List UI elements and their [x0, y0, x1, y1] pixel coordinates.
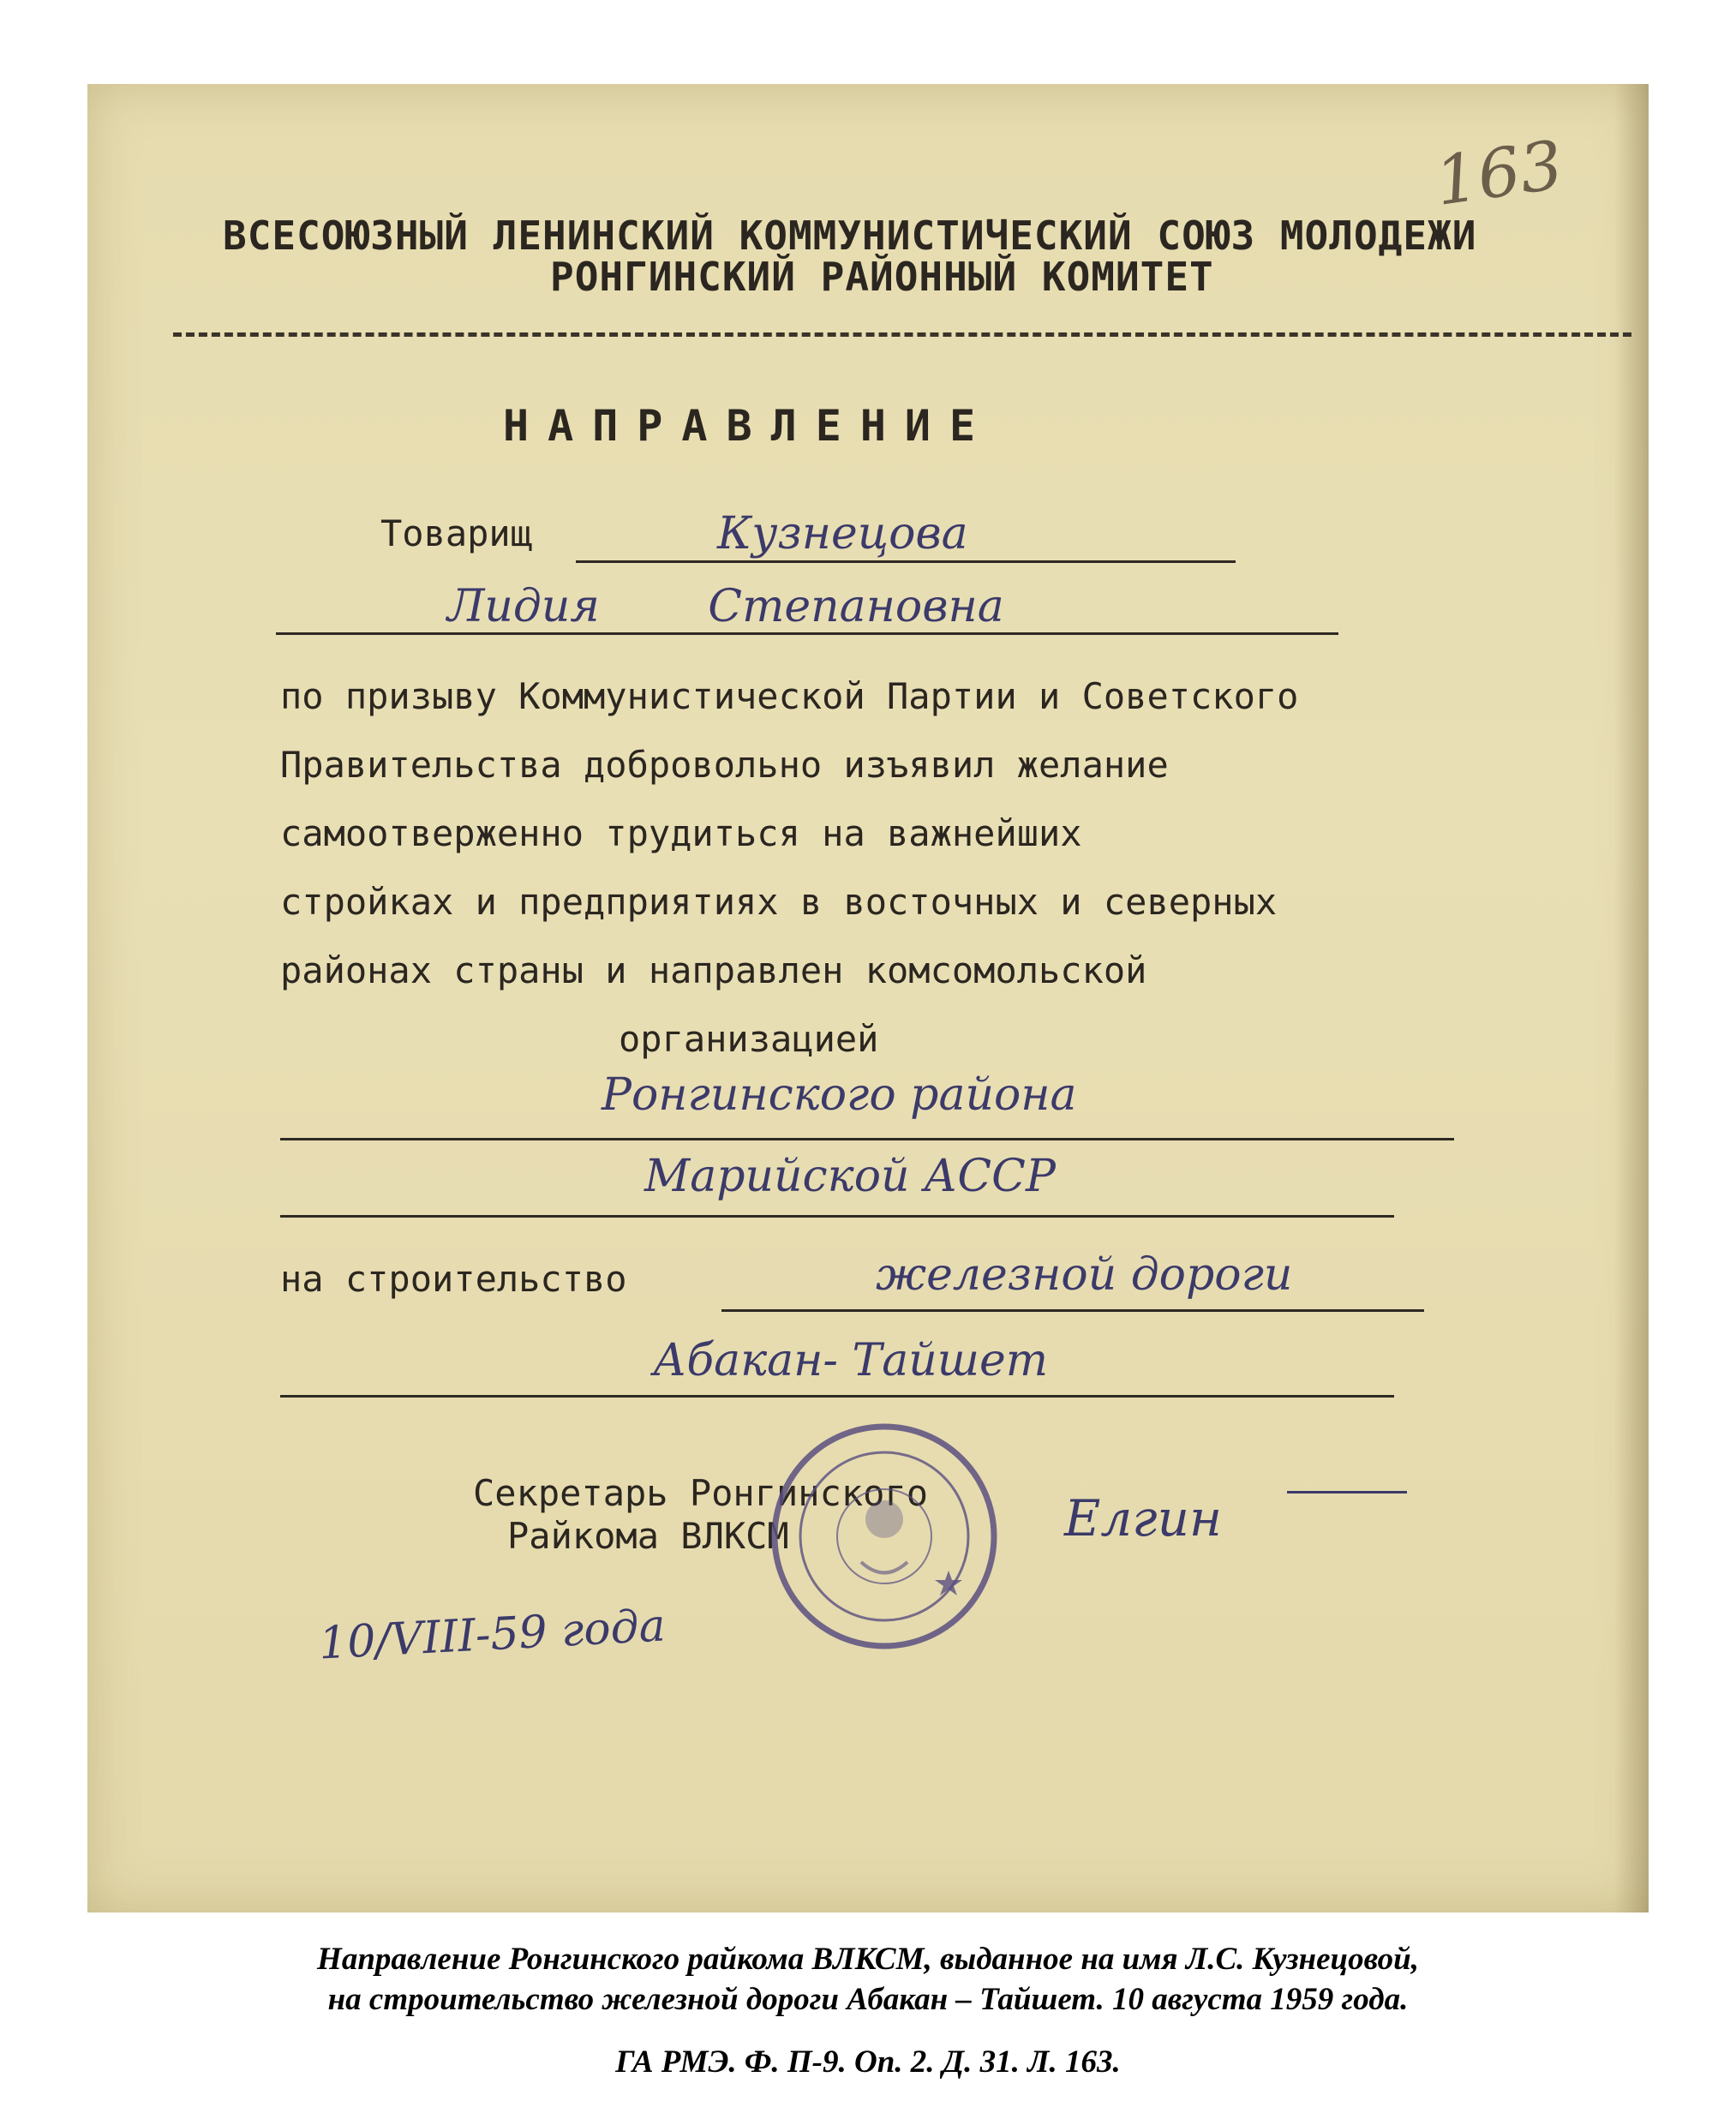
body-line-5: районах страны и направлен комсомольской — [280, 949, 1147, 991]
surname-handwritten: Кузнецова — [717, 508, 968, 560]
official-round-stamp — [769, 1421, 1000, 1652]
route-line — [280, 1395, 1394, 1398]
body-line-3: самоотверженно трудиться на важнейших — [280, 812, 1082, 854]
secretary-signature: Елгин — [1064, 1489, 1223, 1547]
document-title: НАПРАВЛЕНИЕ — [503, 401, 995, 451]
caption-source: ГА РМЭ. Ф. П-9. Оп. 2. Д. 31. Л. 163. — [615, 2044, 1121, 2080]
republic-handwritten: Марийской АССР — [644, 1151, 1056, 1202]
body-line-2: Правительства добровольно изъявил желание — [280, 744, 1169, 786]
document-scan — [87, 84, 1649, 1912]
district-line — [280, 1138, 1454, 1140]
caption-line-1: Направление Ронгинского райкома ВЛКСМ, выданное на имя Л.С. Кузнецовой, — [317, 1942, 1419, 1977]
republic-line — [280, 1215, 1394, 1218]
comrade-label: Товарищ — [380, 512, 533, 554]
name-line — [276, 632, 1338, 635]
construction-object-handwritten: железной дороги — [876, 1249, 1293, 1301]
signature-stroke — [1287, 1491, 1407, 1493]
name-handwritten: Лидия Степановна — [447, 581, 1004, 632]
body-line-6: организацией — [619, 1018, 879, 1060]
construction-line — [721, 1309, 1424, 1312]
header-organization: ВСЕСОЮЗНЫЙ ЛЕНИНСКИЙ КОММУНИСТИЧЕСКИЙ СОЮЗ МОЛОДЕЖИ — [223, 212, 1477, 259]
secretary-line-2: Райкома ВЛКСМ — [507, 1515, 789, 1557]
body-line-4: стройках и предприятиях в восточных и северных — [280, 881, 1278, 923]
surname-line — [576, 560, 1236, 563]
archive-page-number: 163 — [1430, 127, 1568, 221]
secretary-line-1: Секретарь Ронгинского — [473, 1472, 929, 1514]
body-line-1: по призыву Коммунистической Партии и Советского — [280, 675, 1299, 717]
header-divider — [173, 332, 1631, 337]
date-handwritten: 10/VIII-59 года — [317, 1600, 667, 1670]
district-handwritten: Ронгинского района — [602, 1069, 1077, 1121]
header-committee: РОНГИНСКИЙ РАЙОННЫЙ КОМИТЕТ — [550, 254, 1214, 300]
construction-label: на строительство — [280, 1258, 627, 1300]
caption-line-2: на строительство железной дороги Абакан – Тайшет. 10 августа 1959 года. — [327, 1982, 1409, 2017]
route-handwritten: Абакан- Тайшет — [653, 1335, 1049, 1386]
